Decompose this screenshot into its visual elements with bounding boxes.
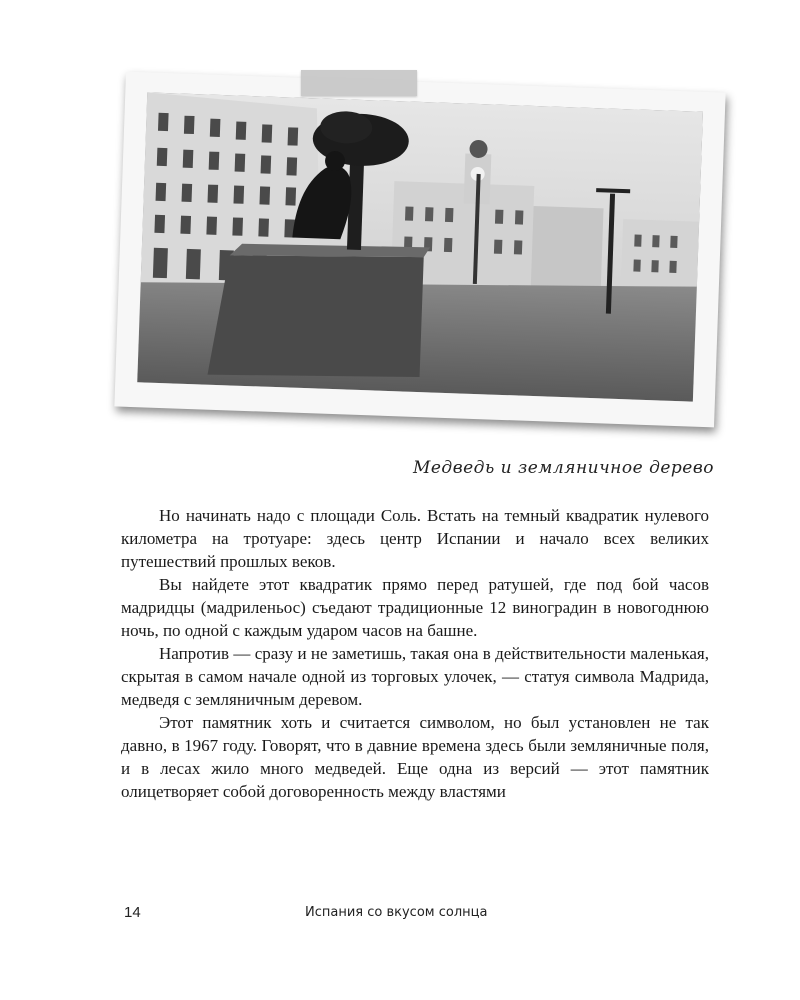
page-number: 14 [124, 904, 141, 921]
photo-caption: Медведь и земляничное дерево [412, 458, 714, 478]
tape-strip [301, 70, 417, 96]
photo-frame [114, 72, 725, 428]
paragraph: Этот памятник хоть и считается символом, но был установлен не так давно, в 1967 году. Говорят, что в давние времена здесь были земляничные поля, и в лесах жило много медведей. Еще одна из версий — этот памятник олицетворяет собой договоренность между властями [121, 713, 709, 801]
paragraph: Но начинать надо с площади Соль. Встать на темный квадратик нулевого километра на тротуаре: здесь центр Испании и начало всех великих путешествий прошлых веков. [121, 506, 709, 571]
paragraph: Напротив — сразу и не заметишь, такая она в действительности маленькая, скрытая в самом начале одной из торговых улочек, — статуя символа Мадрида, медведя с земляничным деревом. [121, 644, 709, 709]
paragraph: Вы найдете этот квадратик прямо перед ратушей, где под бой часов мадридцы (мадриленьос) съедают традиционные 12 виноградин в новогоднюю ночь, по одной с каждым ударом часов на башне. [121, 575, 709, 640]
photo-bear-and-strawberry-tree [137, 92, 703, 401]
body-text [121, 504, 709, 803]
book-title: Испания со вкусом солнца [305, 905, 488, 920]
